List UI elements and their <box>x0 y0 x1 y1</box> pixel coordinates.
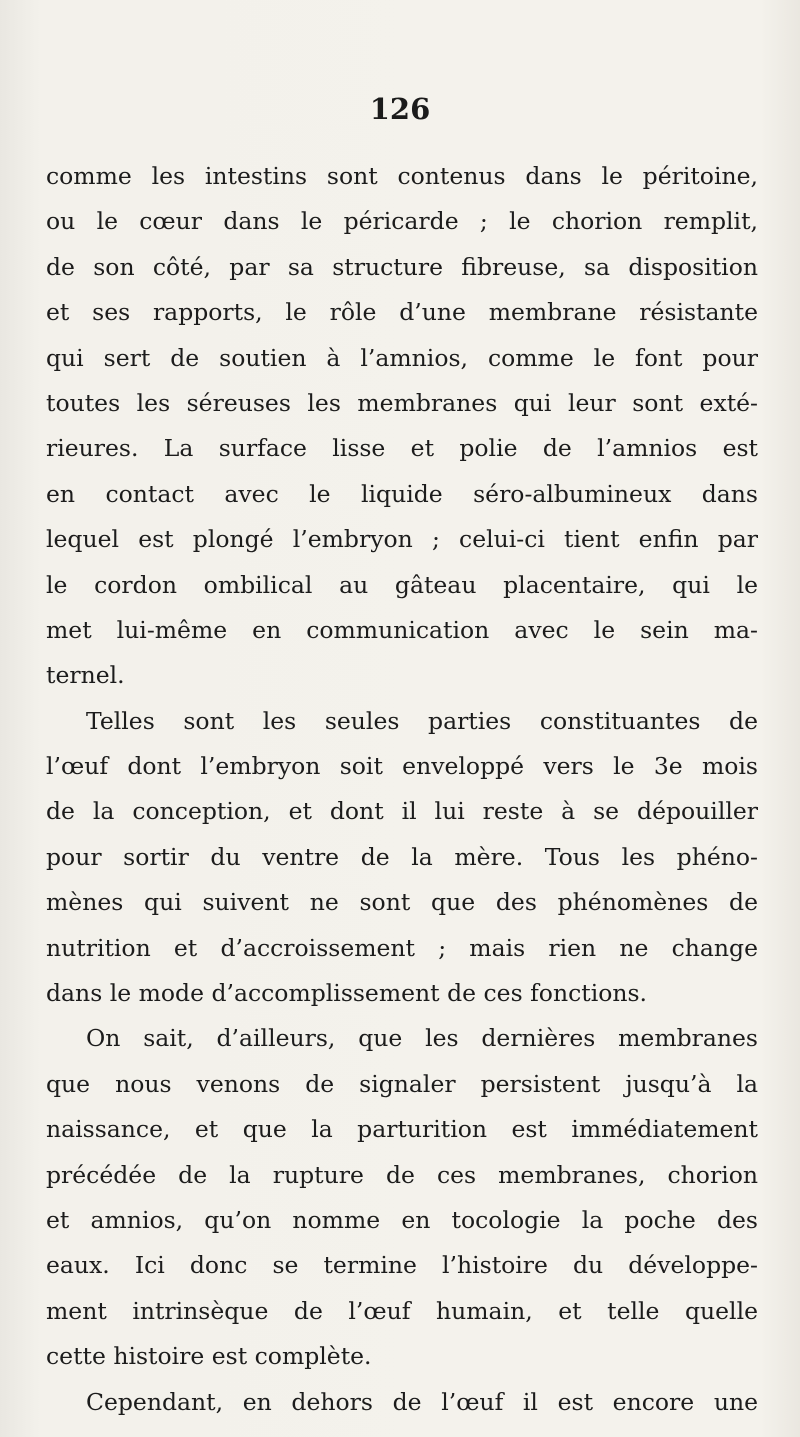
text-line: ment intrinsèque de l’œuf humain, et telle quelle <box>46 1296 758 1325</box>
text-line: toutes les séreuses les membranes qui leur sont exté- <box>46 388 758 417</box>
text-line: eaux. Ici donc se termine l’histoire du développe- <box>46 1251 758 1280</box>
text-line: ou le cœur dans le péricarde ; le chorion remplit, <box>46 207 758 236</box>
text-line: Cependant, en dehors de l’œuf il est encore une <box>86 1387 758 1416</box>
text-line: et ses rapports, le rôle d’une membrane résistante <box>46 298 758 327</box>
text-line: de la conception, et dont il lui reste à se dépouiller <box>46 797 758 826</box>
text-line: en contact avec le liquide séro-albumineux dans <box>46 479 758 508</box>
text-line: met lui-même en communication avec le sein ma- <box>46 615 758 644</box>
paragraph <box>46 1016 758 1379</box>
paragraph <box>46 699 758 1017</box>
text-line: pour sortir du ventre de la mère. Tous les phéno- <box>46 842 758 871</box>
text-line: On sait, d’ailleurs, que les dernières membranes <box>86 1024 758 1053</box>
text-line: naissance, et que la parturition est immédiatement <box>46 1115 758 1144</box>
text-line: et amnios, qu’on nomme en tocologie la poche des <box>46 1205 758 1234</box>
text-line: cette histoire est complète. <box>46 1342 372 1371</box>
page-number: 126 <box>369 92 431 126</box>
text-line: nutrition et d’accroissement ; mais rien ne change <box>46 933 758 962</box>
text-line: Telles sont les seules parties constituantes de <box>86 706 758 735</box>
text-line: l’œuf dont l’embryon soit enveloppé vers le 3e mois <box>46 752 758 781</box>
paragraph <box>46 1380 758 1425</box>
text-line: dans le mode d’accomplissement de ces fonctions. <box>46 979 648 1008</box>
text-line: comme les intestins sont contenus dans le péritoine, <box>46 162 758 190</box>
text-line: lequel est plongé l’embryon ; celui-ci tient enfin par <box>46 525 758 554</box>
text-line: qui sert de soutien à l’amnios, comme le font pour <box>46 343 758 372</box>
paragraph <box>46 154 758 699</box>
text-line: le cordon ombilical au gâteau placentaire, qui le <box>46 570 758 599</box>
text-line: de son côté, par sa structure fibreuse, sa disposition <box>46 252 758 281</box>
body-text <box>46 154 758 1425</box>
text-line: mènes qui suivent ne sont que des phénomènes de <box>46 888 758 917</box>
text-line: rieures. La surface lisse et polie de l’amnios est <box>46 434 758 463</box>
text-line: précédée de la rupture de ces membranes, chorion <box>46 1160 758 1189</box>
text-line: ternel. <box>46 661 125 690</box>
text-line: que nous venons de signaler persistent jusqu’à la <box>46 1069 758 1098</box>
